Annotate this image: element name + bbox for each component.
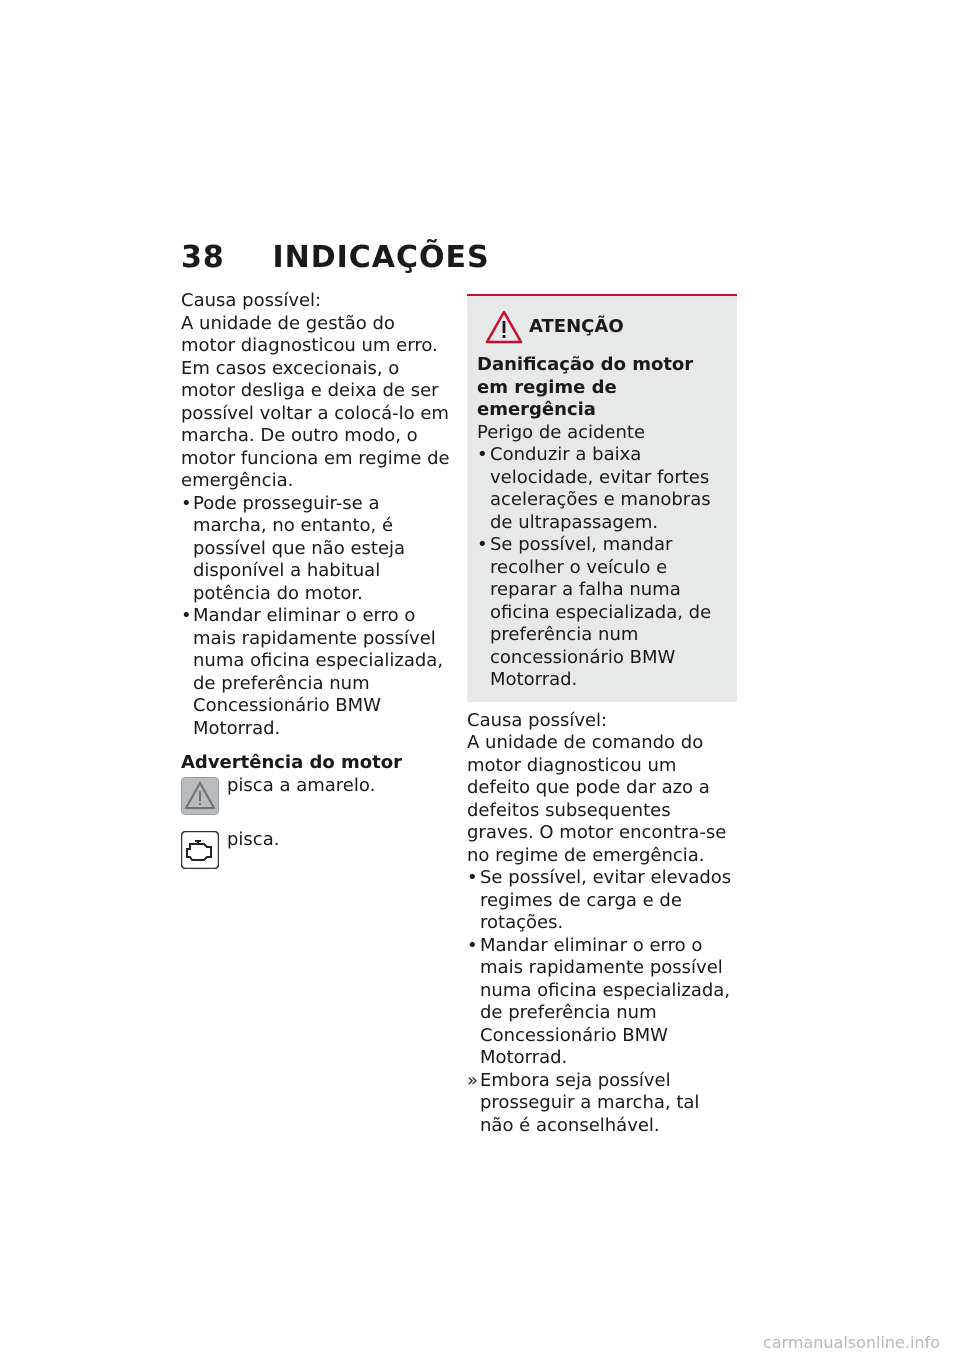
list-item: • Mandar eliminar o erro o mais rapidamente possível numa oficina especializada, de preferência num Concessionário BMW Motorrad. — [181, 605, 444, 739]
warning-triangle-icon — [485, 310, 523, 344]
result-arrow-icon: » — [467, 1069, 479, 1091]
indicator-row-triangle — [181, 775, 451, 827]
warning-heading: Advertência do motor — [181, 752, 403, 773]
bullet-icon: • — [467, 867, 478, 888]
attention-heading: Danificação do motor em regime de emergência — [477, 354, 694, 420]
indicator-text: pisca. — [227, 828, 280, 850]
bullet-icon: • — [477, 444, 488, 465]
cause-label: Causa possível: — [181, 290, 322, 311]
attention-subtitle: Perigo de acidente — [477, 421, 646, 443]
left-column — [181, 290, 451, 881]
list-item: • Se possível, evitar elevados regimes de carga e de rotações. — [467, 867, 732, 933]
engine-icon — [181, 831, 219, 869]
attention-box — [467, 294, 737, 702]
list-item: • Conduzir a baixa velocidade, evitar fortes acelerações e manobras de ultrapassagem. — [477, 444, 711, 533]
cause-text: A unidade de gestão do motor diagnosticou um erro. Em casos excecionais, o motor desliga e deixa de ser possível voltar a colocá-lo em marcha. De outro modo, o motor funciona em regime de emergência. — [181, 312, 450, 491]
cause-label: Causa possível: — [467, 709, 608, 731]
left-bullet-list — [181, 493, 451, 741]
attention-title: ATENÇÃO — [529, 316, 624, 337]
bullet-icon: • — [467, 934, 478, 956]
indicator-text: pisca a amarelo. — [227, 774, 376, 796]
right-column — [467, 294, 737, 1137]
indicator-row-engine — [181, 829, 451, 881]
warning-triangle-icon — [181, 777, 219, 815]
bullet-icon: • — [181, 605, 192, 626]
attention-title-row — [477, 306, 727, 346]
right-bullet-list — [467, 867, 737, 1137]
cause-text: A unidade de comando do motor diagnosticou um defeito que pode dar azo a defeitos subsequentes graves. O motor encontra-se no regime de emergência. — [467, 732, 727, 866]
list-item: • Se possível, mandar recolher o veículo e reparar a falha numa oficina especializada, de preferência num concessionário BMW Motorrad. — [477, 534, 712, 690]
page-header — [181, 240, 490, 275]
attention-bullet-list — [477, 444, 727, 692]
watermark: carmanualsonline.info — [762, 1333, 940, 1352]
list-item: • Pode prosseguir-se a marcha, no entanto, é possível que não esteja disponível a habitual potência do motor. — [181, 492, 406, 604]
page-number: 38 — [181, 240, 225, 275]
page-title: INDICAÇÕES — [272, 240, 490, 275]
result-item: » Embora seja possível prosseguir a marcha, tal não é aconselhável. — [467, 1069, 700, 1136]
bullet-icon: • — [181, 492, 192, 514]
list-item: • Mandar eliminar o erro o mais rapidamente possível numa oficina especializada, de preferência num Concessionário BMW Motorrad. — [467, 934, 731, 1068]
bullet-icon: • — [477, 534, 488, 555]
